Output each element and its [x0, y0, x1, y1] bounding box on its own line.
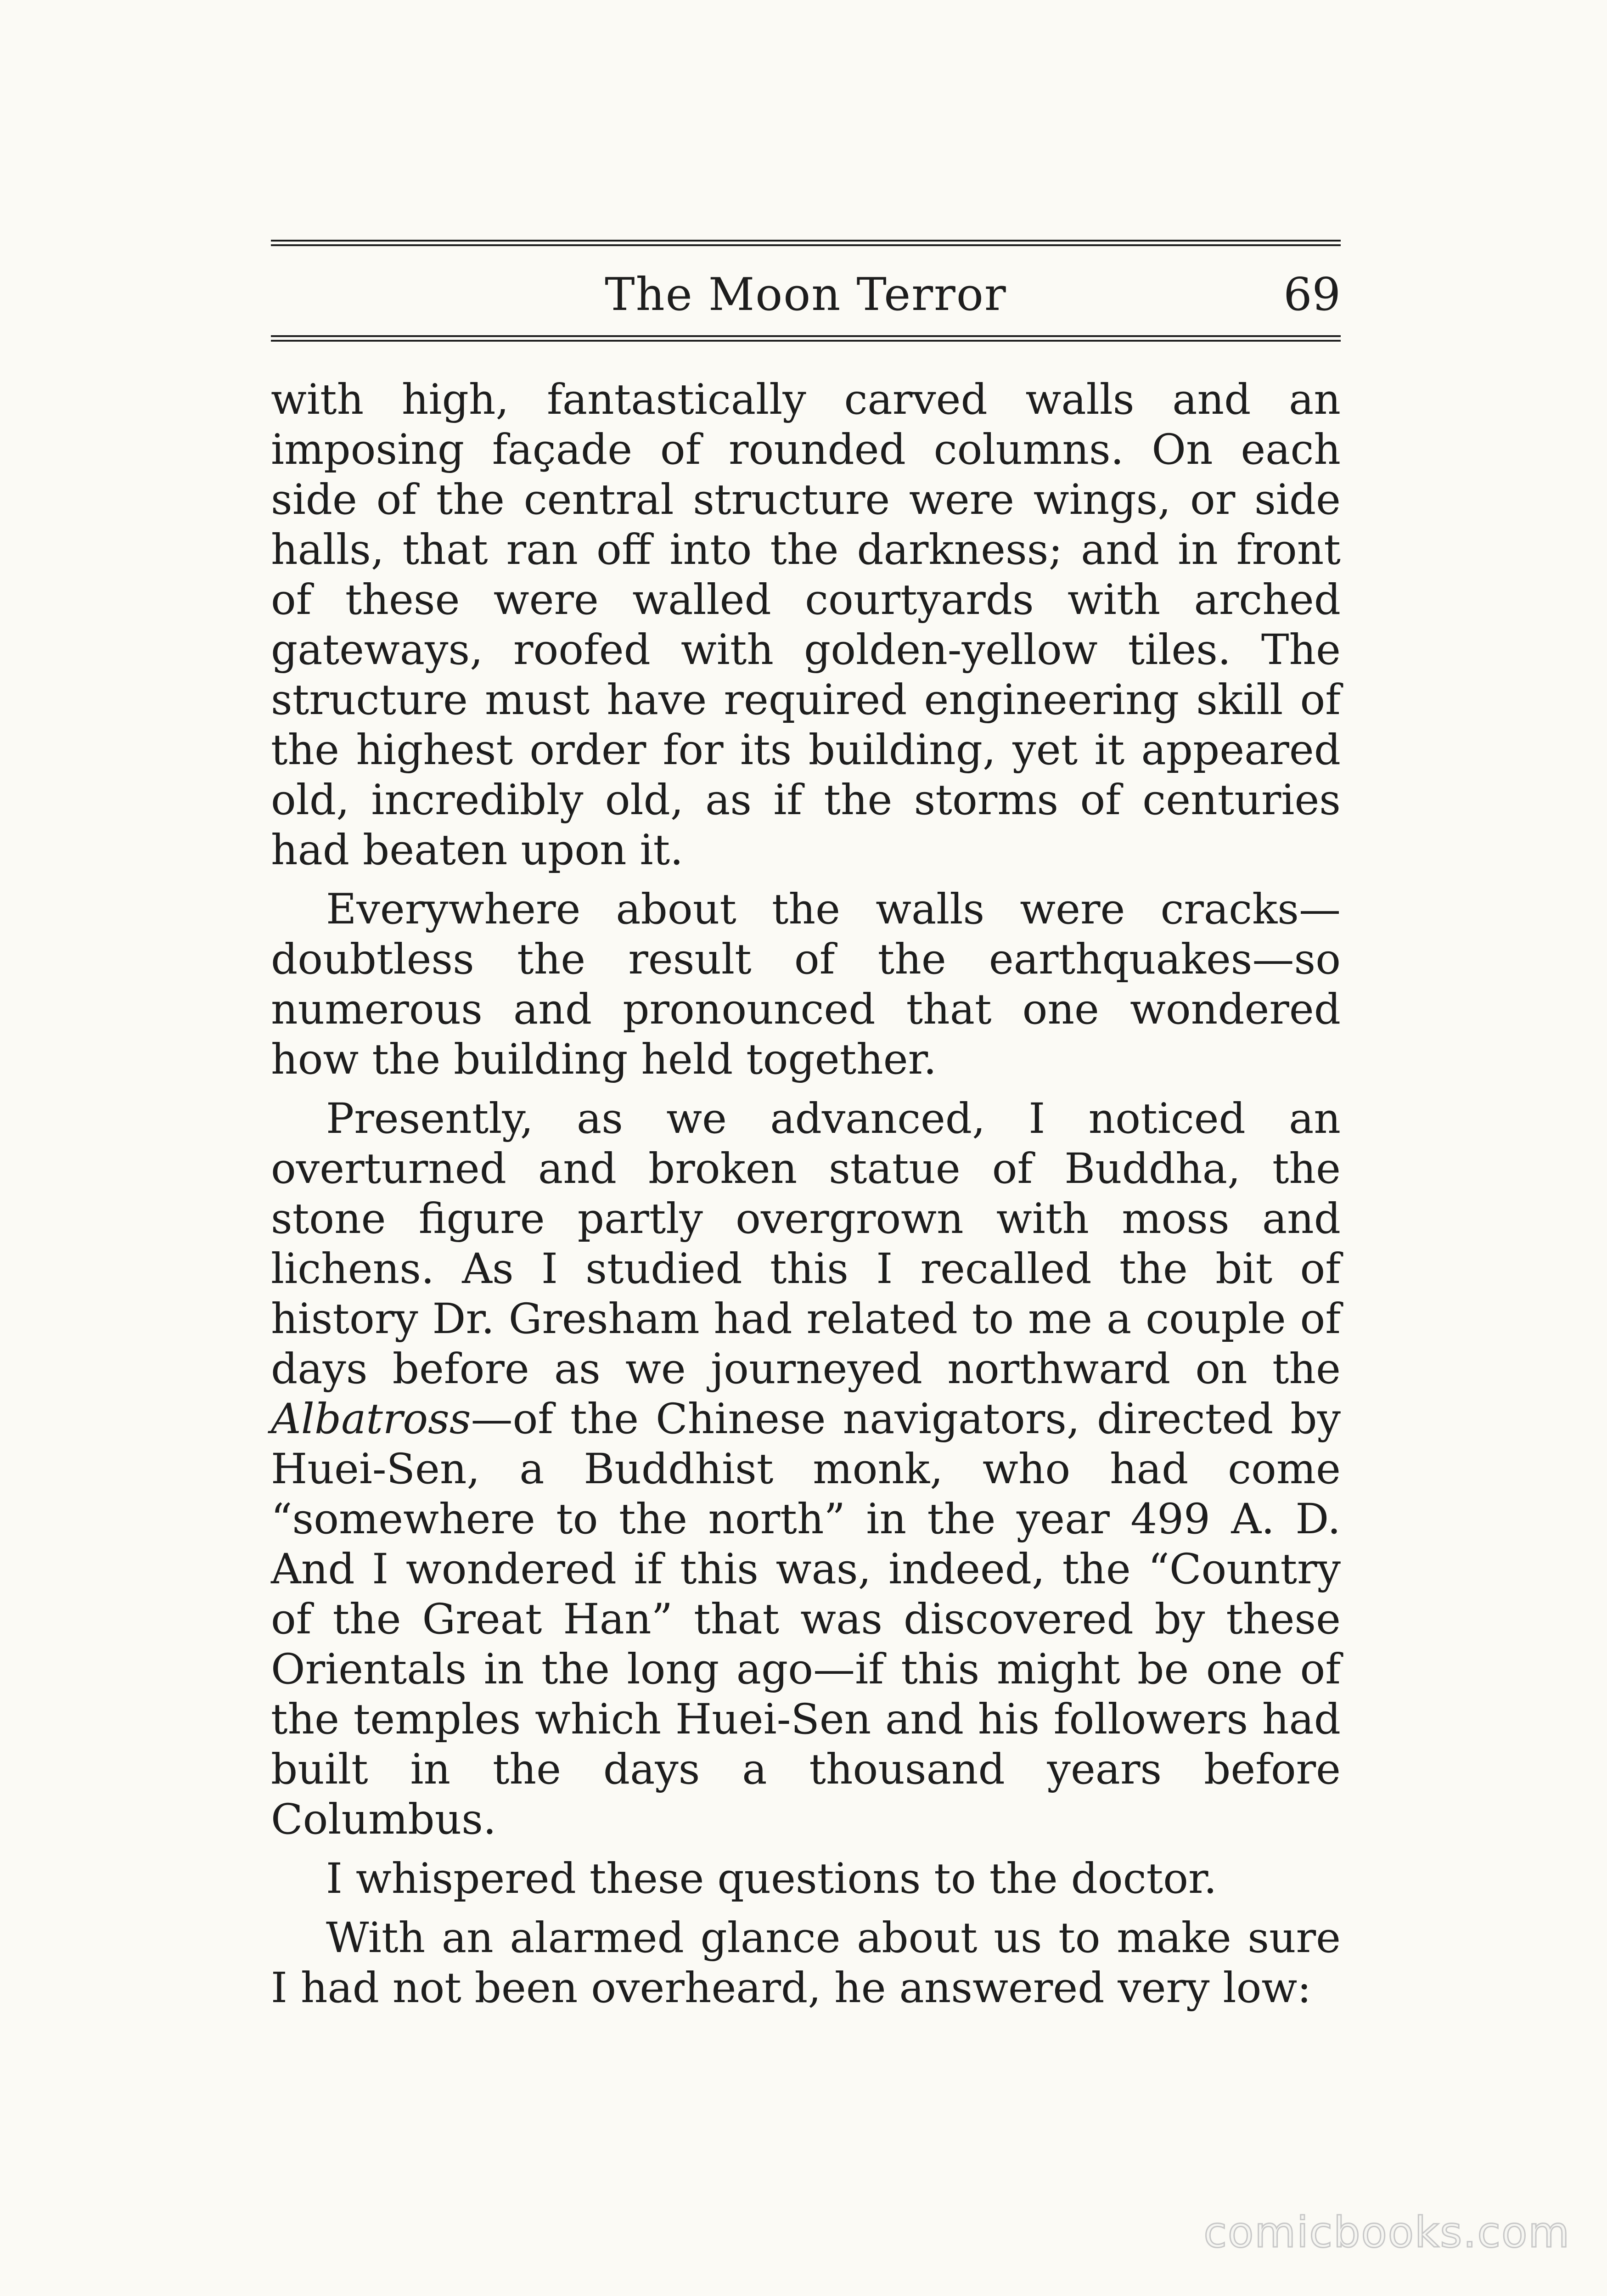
paragraph-buddha-statue	[271, 1094, 1341, 1845]
running-title: The Moon Terror	[605, 269, 1007, 321]
ship-name-albatross: Albatross	[271, 1395, 471, 1443]
header-top-rule	[271, 240, 1341, 246]
site-watermark: comicbooks.com	[1203, 2208, 1570, 2257]
paragraph-whisper: I whispered these questions to the doctor.	[326, 1855, 1217, 1903]
header-bottom-rule	[271, 335, 1341, 342]
paragraph-answer: With an alarmed glance about us to make sure I had not been overheard, he answered very low:	[271, 1914, 1341, 2012]
running-head	[271, 262, 1341, 331]
paragraph-continued: with high, fantastically carved walls and an imposing façade of rounded columns. On each side of the central structure were wings, or side halls, that ran off into the darkness; and in front of these were walled courtyards with arched gateways, roofed with golden-yellow tiles. The structure must have required engineering skill of the highest order for its building, yet it appeared old, incredibly old, as if the storms of centuries had beaten upon it.	[271, 376, 1341, 874]
paragraph-buddha-text-before: Presently, as we advanced, I noticed an overturned and broken statue of Buddha, the stone figure partly overgrown with moss and lichens. As I studied this I recalled the bit of history Dr. Gresham had related to me a couple of days before as we journeyed northward on the	[271, 1095, 1341, 1393]
page-number: 69	[1283, 269, 1341, 321]
body-text	[271, 375, 1341, 2013]
paragraph-buddha-text-after: —of the Chinese navigators, directed by Huei-Sen, a Buddhist monk, who had come “somewhere to the north” in the year 499 A. D. And I wondered if this was, indeed, the “Country of the Great Han” that was discovered by these Orientals in the long ago—if this might be one of the temples which Huei-Sen and his followers had built in the days a thousand years before Columbus.	[271, 1395, 1341, 1844]
paragraph-cracks: Everywhere about the walls were cracks—doubtless the result of the earthquakes—so numerous and pronounced that one wondered how the building held together.	[271, 885, 1341, 1084]
